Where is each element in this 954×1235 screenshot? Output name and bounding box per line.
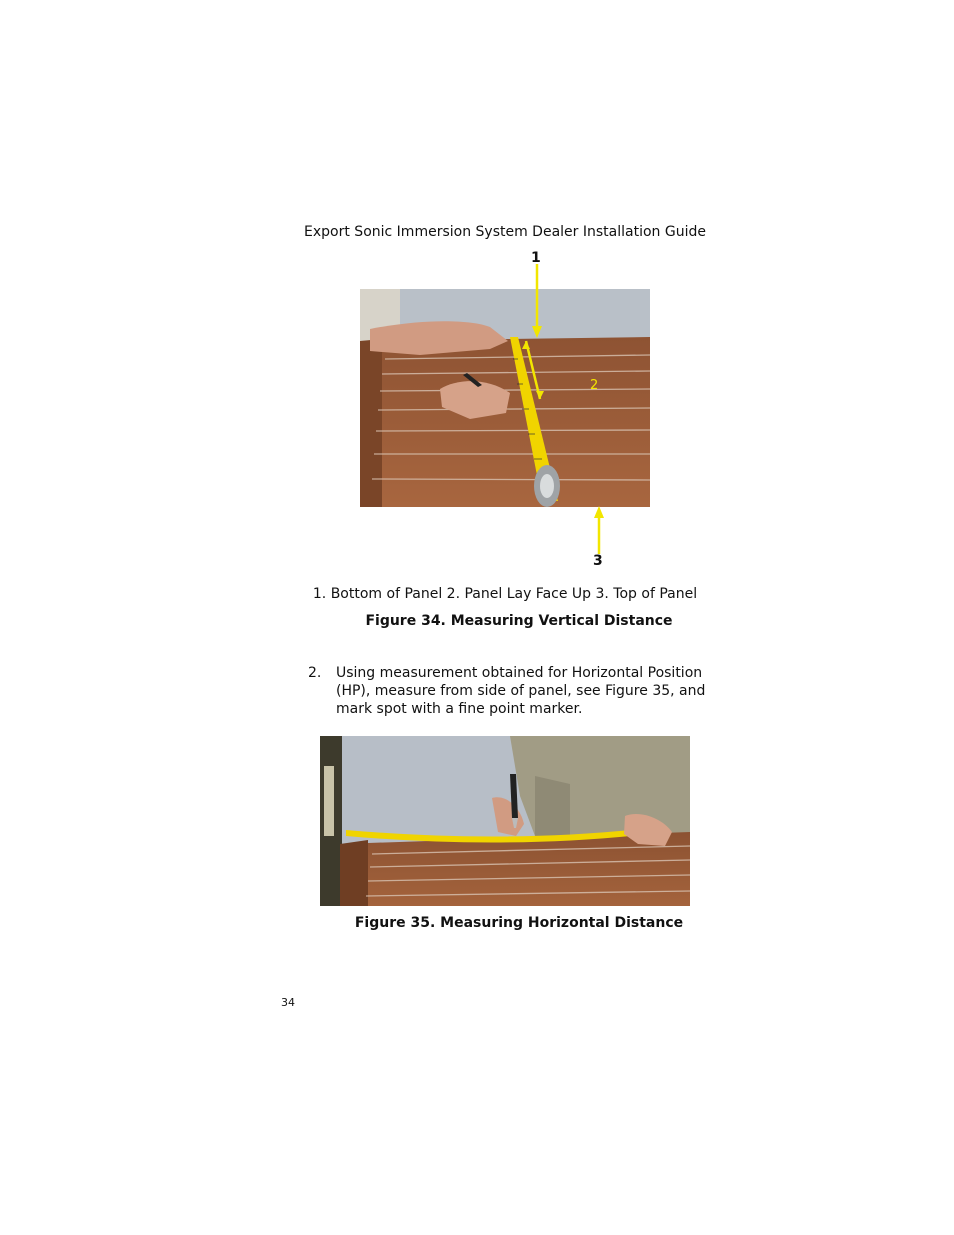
figure-34-callout-3: 3	[593, 553, 603, 569]
figure-35-title: Figure 35. Measuring Horizontal Distance	[354, 915, 684, 931]
figure-34	[360, 250, 660, 570]
figure-34-legend: 1. Bottom of Panel 2. Panel Lay Face Up 3. Top of Panel	[312, 586, 698, 602]
figure-34-arrow-1	[530, 264, 544, 340]
figure-34-arrow-3	[592, 504, 606, 554]
figure-34-callout-1: 1	[531, 250, 541, 266]
page-header: Export Sonic Immersion System Dealer Installation Guide	[304, 224, 706, 240]
figure-34-title: Figure 34. Measuring Vertical Distance	[365, 613, 673, 629]
step-text: Using measurement obtained for Horizontal Position (HP), measure from side of panel, see Figure 35, and mark spot with a fine point marker.	[336, 665, 706, 717]
figure-34-photo	[360, 289, 650, 507]
figure-34-callout-2: 2	[590, 378, 599, 393]
step-number: 2.	[308, 665, 322, 681]
figure-35-photo	[320, 736, 690, 906]
step-2	[308, 664, 718, 718]
page-number: 34	[281, 996, 295, 1009]
